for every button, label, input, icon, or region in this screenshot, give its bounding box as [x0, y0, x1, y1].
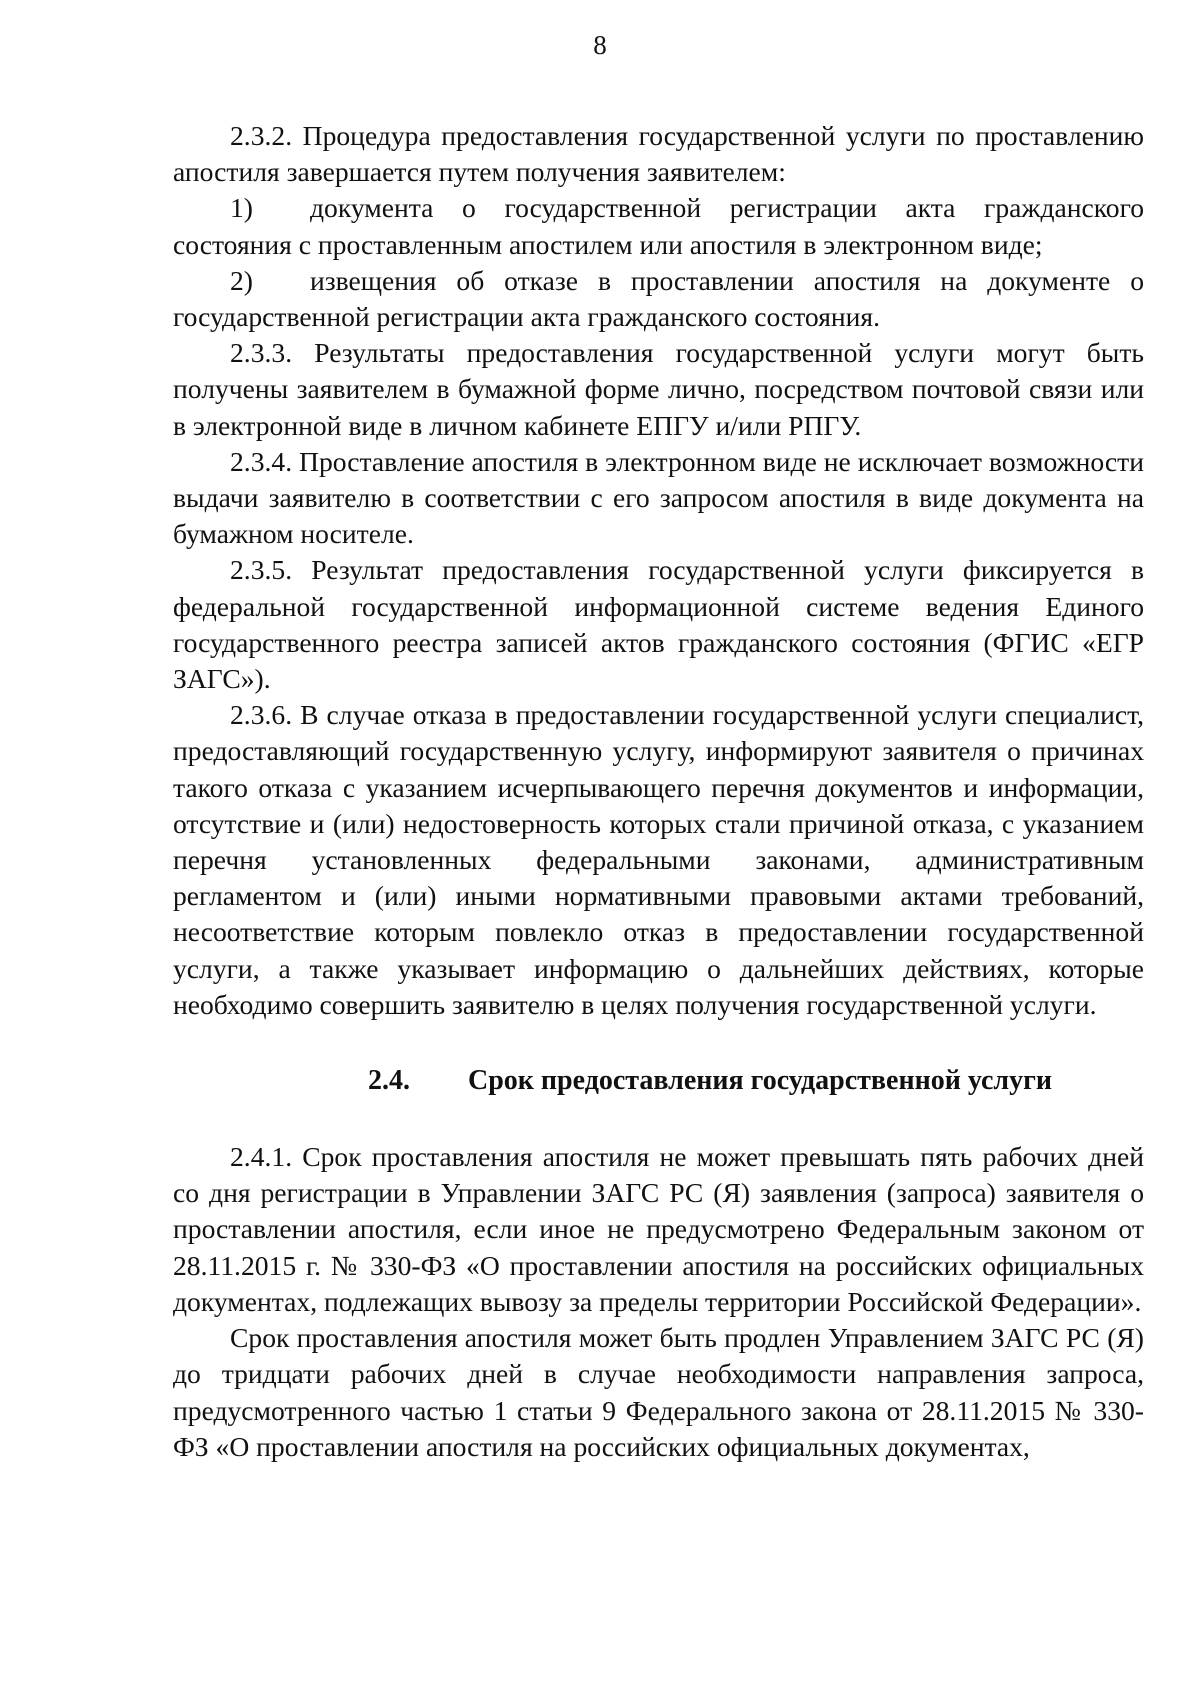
section-title: Срок предоставления государственной услуги	[468, 1065, 1052, 1097]
paragraph-extension: Срок проставления апостиля может быть продлен Управлением ЗАГС РС (Я) до тридцати рабочих дней в случае необходимости направления запроса, предусмотренного частью 1 статьи 9 Федерального закона от 28.11.2015 № 330-ФЗ «О проставлении апостиля на российских официальных документах,	[173, 1322, 1144, 1462]
list-item-1	[173, 190, 1144, 262]
section-number: 2.4.	[368, 1065, 410, 1097]
list-item-2	[173, 263, 1144, 335]
paragraph-2-3-5: 2.3.5. Результат предоставления государственной услуги фиксируется в федеральной государственной информационной системе ведения Единого государственного реестра записей актов гражданского состояния (ФГИС «ЕГР ЗАГС»).	[173, 554, 1144, 695]
paragraph-2-3-4: 2.3.4. Проставление апостиля в электронном виде не исключает возможности выдачи заявителю в соответствии с его запросом апостиля в виде документа на бумажном носителе.	[173, 445, 1144, 550]
paragraph-2-3-3: 2.3.3. Результаты предоставления государственной услуги могут быть получены заявителем в бумажной форме лично, посредством почтовой связи или в электронной виде в личном кабинете ЕПГУ и/или РПГУ.	[173, 337, 1144, 441]
list-item-number: 1)	[230, 192, 253, 224]
document-body	[173, 118, 1144, 1465]
paragraph-2-3-6: 2.3.6. В случае отказа в предоставлении государственной услуги специалист, предоставляющий государственную услугу, информируют заявителя о причинах такого отказа с указанием исчерпывающего перечня документов и информации, отсутствие и (или) недостоверность которых стали причиной отказа, с указанием перечня установленных федеральными законами, административным регламентом и (или) иными нормативными правовыми актами требований, несоответствие которым повлекло отказ в предоставлении государственной услуги, а также указывает информацию о дальнейших действиях, которые необходимо совершить заявителю в целях получения государственной услуги.	[173, 699, 1144, 1020]
paragraph-2-4-1: 2.4.1. Срок проставления апостиля не может превышать пять рабочих дней со дня регистрации в Управлении ЗАГС РС (Я) заявления (запроса) заявителя о проставлении апостиля, если иное не предусмотрено Федеральным законом от 28.11.2015 г. № 330-ФЗ «О проставлении апостиля на российских официальных документах, подлежащих вывозу за пределы территории Российской Федерации».	[173, 1141, 1144, 1317]
page-number: 8	[593, 30, 607, 60]
list-item-text: документа о государственной регистрации акта гражданского состояния с проставленным апостилем или апостиля в электронном виде;	[173, 192, 1144, 260]
paragraph-2-3-2: 2.3.2. Процедура предоставления государственной услуги по проставлению апостиля завершается путем получения заявителем:	[173, 120, 1144, 188]
list-item-number: 2)	[230, 264, 253, 296]
list-item-text: извещения об отказе в проставлении апостиля на документе о государственной регистрации акта гражданского состояния.	[173, 264, 1144, 333]
section-heading	[173, 1063, 1144, 1099]
